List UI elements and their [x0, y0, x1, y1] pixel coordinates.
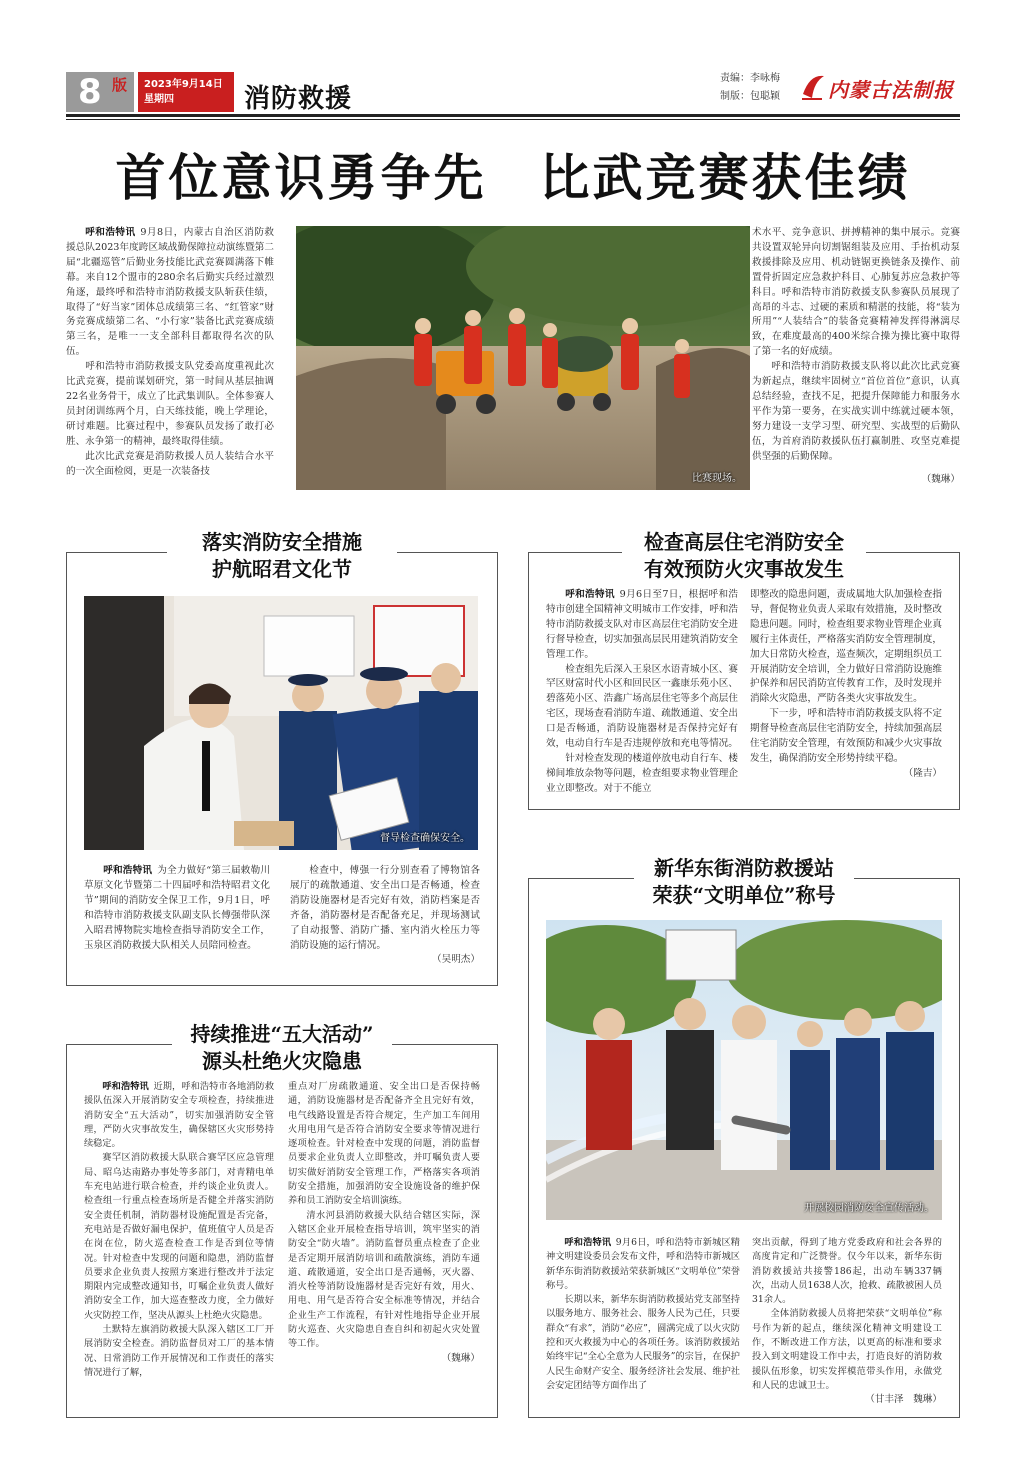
editor-credits — [720, 70, 780, 106]
article-a-title-line2: 护航昭君文化节 — [212, 557, 352, 581]
page-suffix: 版 — [112, 76, 128, 94]
article-b-col1-p1: 9月6日至7日，根据呼和浩特市创建全国精神文明城市工作安排，呼和浩特市消防救援支队对市区高层住宅消防安全进行督导检查，切实加强高层民用建筑消防安全管理工作。 — [546, 589, 739, 660]
article-c-col-1 — [84, 1080, 274, 1380]
article-d-col1-p1: 9月6日，呼和浩特市新城区精神文明建设委员会发布文件，呼和浩特市新城区新华东街消防救援站荣获新城区“文明单位”荣誉称号。 — [546, 1237, 740, 1291]
main-photo-caption: 比赛现场。 — [692, 473, 742, 484]
newspaper-logo — [800, 72, 960, 102]
article-c-lead-source: 呼和浩特讯 — [102, 1081, 149, 1092]
article-d-col1-p2: 长期以来，新华东街消防救援站党支部坚持以服务地方、服务社会、服务人民为己任，只要群众“有求”，消防“必应”，圆满完成了以火灾防控和灭火救援为中心的各项任务。该消防救援站始终牢记“全心全意为人民服务”的宗旨，在保护人民生命财产安全、服务经济社会发展、维护社会安定团结等方面作出了 — [546, 1294, 740, 1391]
article-a-title-line1: 落实消防安全措施 — [202, 530, 362, 554]
article-a-title — [167, 529, 397, 583]
article-d-author: （甘丰泽 魏琳） — [865, 1394, 942, 1406]
article-d-title-line1: 新华东街消防救援站 — [654, 856, 834, 880]
producer-line: 制版：包聪颖 — [720, 91, 780, 102]
header-rule-thin — [66, 119, 960, 120]
main-col1-p2: 呼和浩特市消防救援支队党委高度重视此次比武竞赛，提前谋划研究，第一时间从基层抽调22名业务骨干，成立了比武集训队。全体参赛人员封闭训练两个月，白天练技能，晚上学理论，研讨难题。比赛过程中，参赛队员发扬了敢打必胜、永争第一的精神，最终取得佳绩。 — [66, 361, 274, 447]
inspection-scene-image — [84, 596, 478, 850]
article-c-title-line2: 源头杜绝火灾隐患 — [202, 1049, 362, 1073]
article-b-col-2 — [750, 588, 942, 782]
logo-emblem-icon — [800, 72, 826, 102]
article-b-title — [622, 529, 866, 583]
article-a-paragraph — [84, 864, 270, 953]
article-c-col2-p2: 清水河县消防救援大队结合辖区实际，深入辖区企业开展检查指导培训，筑牢坚实的消防安全“防火墙”。消防监督员重点检查了企业是否定期开展消防培训和疏散演练，消防车通道、疏散通道，安全出口是否通畅，灭火器、消火栓等消防设施器材是否完好有效，用火、用电、用气是否符合安全标准等情况，并结合企业生产工作流程，有针对性地指导企业开展防火巡查、火灾隐患自查自纠和初起火灾处置等工作。 — [288, 1209, 480, 1350]
main-col1-p3: 此次比武竞赛是消防救援人员人装结合水平的一次全面检阅，更是一次装备技 — [66, 450, 274, 477]
article-a-lead-source: 呼和浩特讯 — [103, 865, 153, 876]
article-a-author: （吴明杰） — [432, 954, 480, 966]
article-b-col1-p2: 检查组先后深入王泉区水语青城小区、赛罕区财富时代小区和回民区一鑫康乐苑小区、碧落苑小区、浩鑫广场高层住宅等多个高层住宅区，现场查看消防车道、疏散通道、安全出口是否畅通，消防设施器材是否保持完好有效，电动自行车是否违规停放和充电等情况。 — [546, 663, 738, 750]
article-b-col2-p2: 下一步，呼和浩特市消防救援支队将不定期督导检查高层住宅消防安全，持续加强高层住宅消防安全管理，有效预防和减少火灾事故发生，确保消防安全形势持续平稳。 — [750, 708, 942, 764]
article-c-col1-p3: 土默特左旗消防救援大队深入辖区工厂开展消防安全检查。消防监督员对工厂的基本情况、日常消防工作开展情况和工作责任的落实情况进行了解， — [84, 1324, 274, 1378]
article-c-col2-p1: 重点对厂房疏散通道、安全出口是否保持畅通，消防设施器材是否配备齐全且完好有效，电气线路设置是否符合规定，生产加工车间用火用电用气是否符合消防安全要求等情况进行逐项检查。针对检查中发现的问题，消防监督员要求企业负责人立即整改，并叮嘱负责人要切实做好消防安全管理工作，严格落实各项消防安全措施，加强消防安全设施设备的维护保养和员工消防安全培训演练。 — [288, 1081, 480, 1207]
campus-firefighting-image — [546, 920, 942, 1220]
article-c-col1-p2: 赛罕区消防救援大队联合赛罕区应急管理局、昭乌达南路办事处等多部门，对青精电单车充电站进行联合检查，并约谈企业负责人。检查组一行重点检查场所是否健全并落实消防安全责任机制，消防器材设施配置是否完备，充电站是否做好漏电保护，值班值守人员是否在岗在位，防火巡查检查工作是否到位等情况。针对检查中发现的问题和隐患，消防监督员要求企业负责人按照方案进行整改并于法定期限内完成整改通知书，叮嘱企业负责人做好消防安全工作，加大巡查整改力度，全力做好火灾防控工作，坚决从源头上杜绝火灾隐患。 — [84, 1152, 274, 1321]
competition-scene-image — [296, 226, 750, 490]
article-d-col2-p2: 全体消防救援人员将把荣获“文明单位”称号作为新的起点，继续深化精神文明建设工作，不断改进工作方法，以更高的标准和要求投入到文明建设工作中去，打造良好的消防救援队伍形象，切实发挥模范带头作用，永做党和人民的忠诚卫士。 — [752, 1308, 942, 1391]
editor-line: 责编：李咏梅 — [720, 73, 780, 84]
article-b-col-1 — [546, 588, 738, 797]
main-lead-source: 呼和浩特讯 — [85, 227, 136, 238]
article-d-title-line2: 荣获“文明单位”称号 — [652, 883, 836, 907]
main-author: （魏琳） — [921, 473, 960, 485]
main-col1-p1: 9月8日，内蒙古自治区消防救援总队2023年度跨区域战勤保障拉动演练暨第二届“北疆巡管”后勤业务技能比武竞赛圆满落下帷幕。来自12个盟市的280余名后勤实兵经过激烈角逐，最终呼和浩特市消防救援支队斩获佳绩，取得了“好当家”团体总成绩第三名、“红管家”财务竞赛成绩第二名、“小行家”装备比武竞赛成绩第三名，是唯一一支全部科目都取得名次的队伍。 — [66, 227, 274, 358]
article-b-paragraph — [546, 588, 738, 663]
article-d-col-2 — [752, 1236, 942, 1408]
main-col3-p1: 术水平、竞争意识、拼搏精神的集中展示。竞赛共设置双轮异向切割锯组装及应用、手抬机动泵救援排除及应用、机动链锯更换链条及操作、前置骨折固定应急救护科目、心肺复苏应急救护等科目。呼和浩特市消防救援支队参赛队员展现了高昂的斗志、过硬的素质和精湛的技能，将“装为所用”“人装结合”的装备竞赛精神发挥得淋漓尽致，在难度最高的400米综合操为操比赛中取得了第一名的好成绩。 — [752, 227, 960, 358]
article-a-col-1 — [84, 864, 270, 953]
article-c-col-2 — [288, 1080, 480, 1366]
article-c-title-line1: 持续推进“五大活动” — [190, 1022, 374, 1046]
article-b-lead-source: 呼和浩特讯 — [565, 589, 615, 600]
issue-date: 2023年9月14日 — [144, 79, 223, 90]
article-c-col1-p1: 近期，呼和浩特市各地消防救援队伍深入开展消防安全专项检查，持续推进消防安全“五大活动”，切实加强消防安全管理，严防火灾事故发生，确保辖区火灾形势持续稳定。 — [84, 1081, 275, 1150]
main-headline: 首位意识勇争先 比武竞赛获佳绩 — [115, 148, 911, 207]
main-paragraph — [66, 226, 274, 360]
article-a-photo-caption: 督导检查确保安全。 — [380, 833, 470, 844]
article-b-author: （隆吉） — [903, 767, 942, 779]
article-b-title-line2: 有效预防火灾事故发生 — [644, 557, 844, 581]
article-b-col2-p1: 即整改的隐患问题，责成属地大队加强检查指导，督促物业负责人采取有效措施，及时整改隐患问题。同时，检查组要求物业管理企业真履行主体责任，严格落实消防安全管理制度，加大日常防火检查，巡查频次，定期组织员工开展消防安全培训，全力做好日常消防设施维护保养和居民消防宣传教育工作，及时发现并消除火灾隐患，严防各类火灾事故发生。 — [750, 589, 942, 705]
article-c-author: （魏琳） — [441, 1352, 480, 1364]
article-d-photo — [546, 920, 942, 1220]
article-b-col1-p3: 针对检查发现的楼道停放电动自行车、楼梯间堆放杂物等问题，检查组要求物业管理企业立即整改。对于不能立 — [546, 752, 738, 794]
newspaper-name: 内蒙古法制报 — [828, 78, 954, 102]
article-d-col-1 — [546, 1236, 740, 1393]
article-d-photo-caption: 开展校园消防安全宣传活动。 — [804, 1203, 934, 1214]
main-photo — [296, 226, 750, 490]
article-a-col-2 — [290, 864, 480, 968]
article-d-title — [634, 855, 854, 909]
article-c-paragraph — [84, 1080, 274, 1151]
main-col3-p2: 呼和浩特市消防救援支队将以此次比武竞赛为新起点，继续牢固树立“首位首位”意识，认真总结经验，查找不足，把提升保障能力和服务水平作为第一要务，在实战实训中练就过硬本领，努力建设一支学习型、研究型、实战型的后勤队伍，为首府消防救援队伍打赢制胜、攻坚克难提供坚强的后勤保障。 — [752, 361, 960, 462]
issue-weekday: 星期四 — [144, 94, 174, 105]
article-a-col2-text: 检查中，傅强一行分别查看了博物馆各展厅的疏散通道、安全出口是否畅通，检查消防设施器材是否完好有效，消防档案是否齐备，消防器材是否配备充足，并现场测试了自动报警、消防广播、室内消火栓压力等消防设施的运行情况。 — [290, 865, 480, 951]
article-a-photo — [84, 596, 478, 850]
article-d-lead-source: 呼和浩特讯 — [564, 1237, 612, 1248]
page-number-badge — [66, 72, 134, 112]
main-col-1 — [66, 226, 274, 479]
section-title: 消防救援 — [244, 84, 353, 114]
article-b-title-line1: 检查高层住宅消防安全 — [644, 530, 844, 554]
article-d-col2-p1: 突出贡献，得到了地方党委政府和社会各界的高度肯定和广泛赞誉。仅今年以来，新华东街消防救援站共接警186起，出动车辆337辆次，出动人员1638人次，抢救、疏散被困人员31余人。 — [752, 1237, 942, 1306]
header-rule-thick — [66, 114, 960, 117]
date-box — [138, 72, 234, 112]
page-number: 8 — [78, 72, 102, 112]
article-a-col1-text: 为全力做好“第三届敕勒川草原文化节暨第二十四届呼和浩特昭君文化节”期间的消防安全保卫工作，9月1日，呼和浩特市消防救援支队副支队长傅强带队深入昭君博物院实地检查指导消防安全工作，玉泉区消防救援大队相关人员陪同检查。 — [84, 865, 270, 951]
article-d-paragraph — [546, 1236, 740, 1293]
article-c-title — [172, 1021, 392, 1075]
main-col-3 — [752, 226, 960, 487]
